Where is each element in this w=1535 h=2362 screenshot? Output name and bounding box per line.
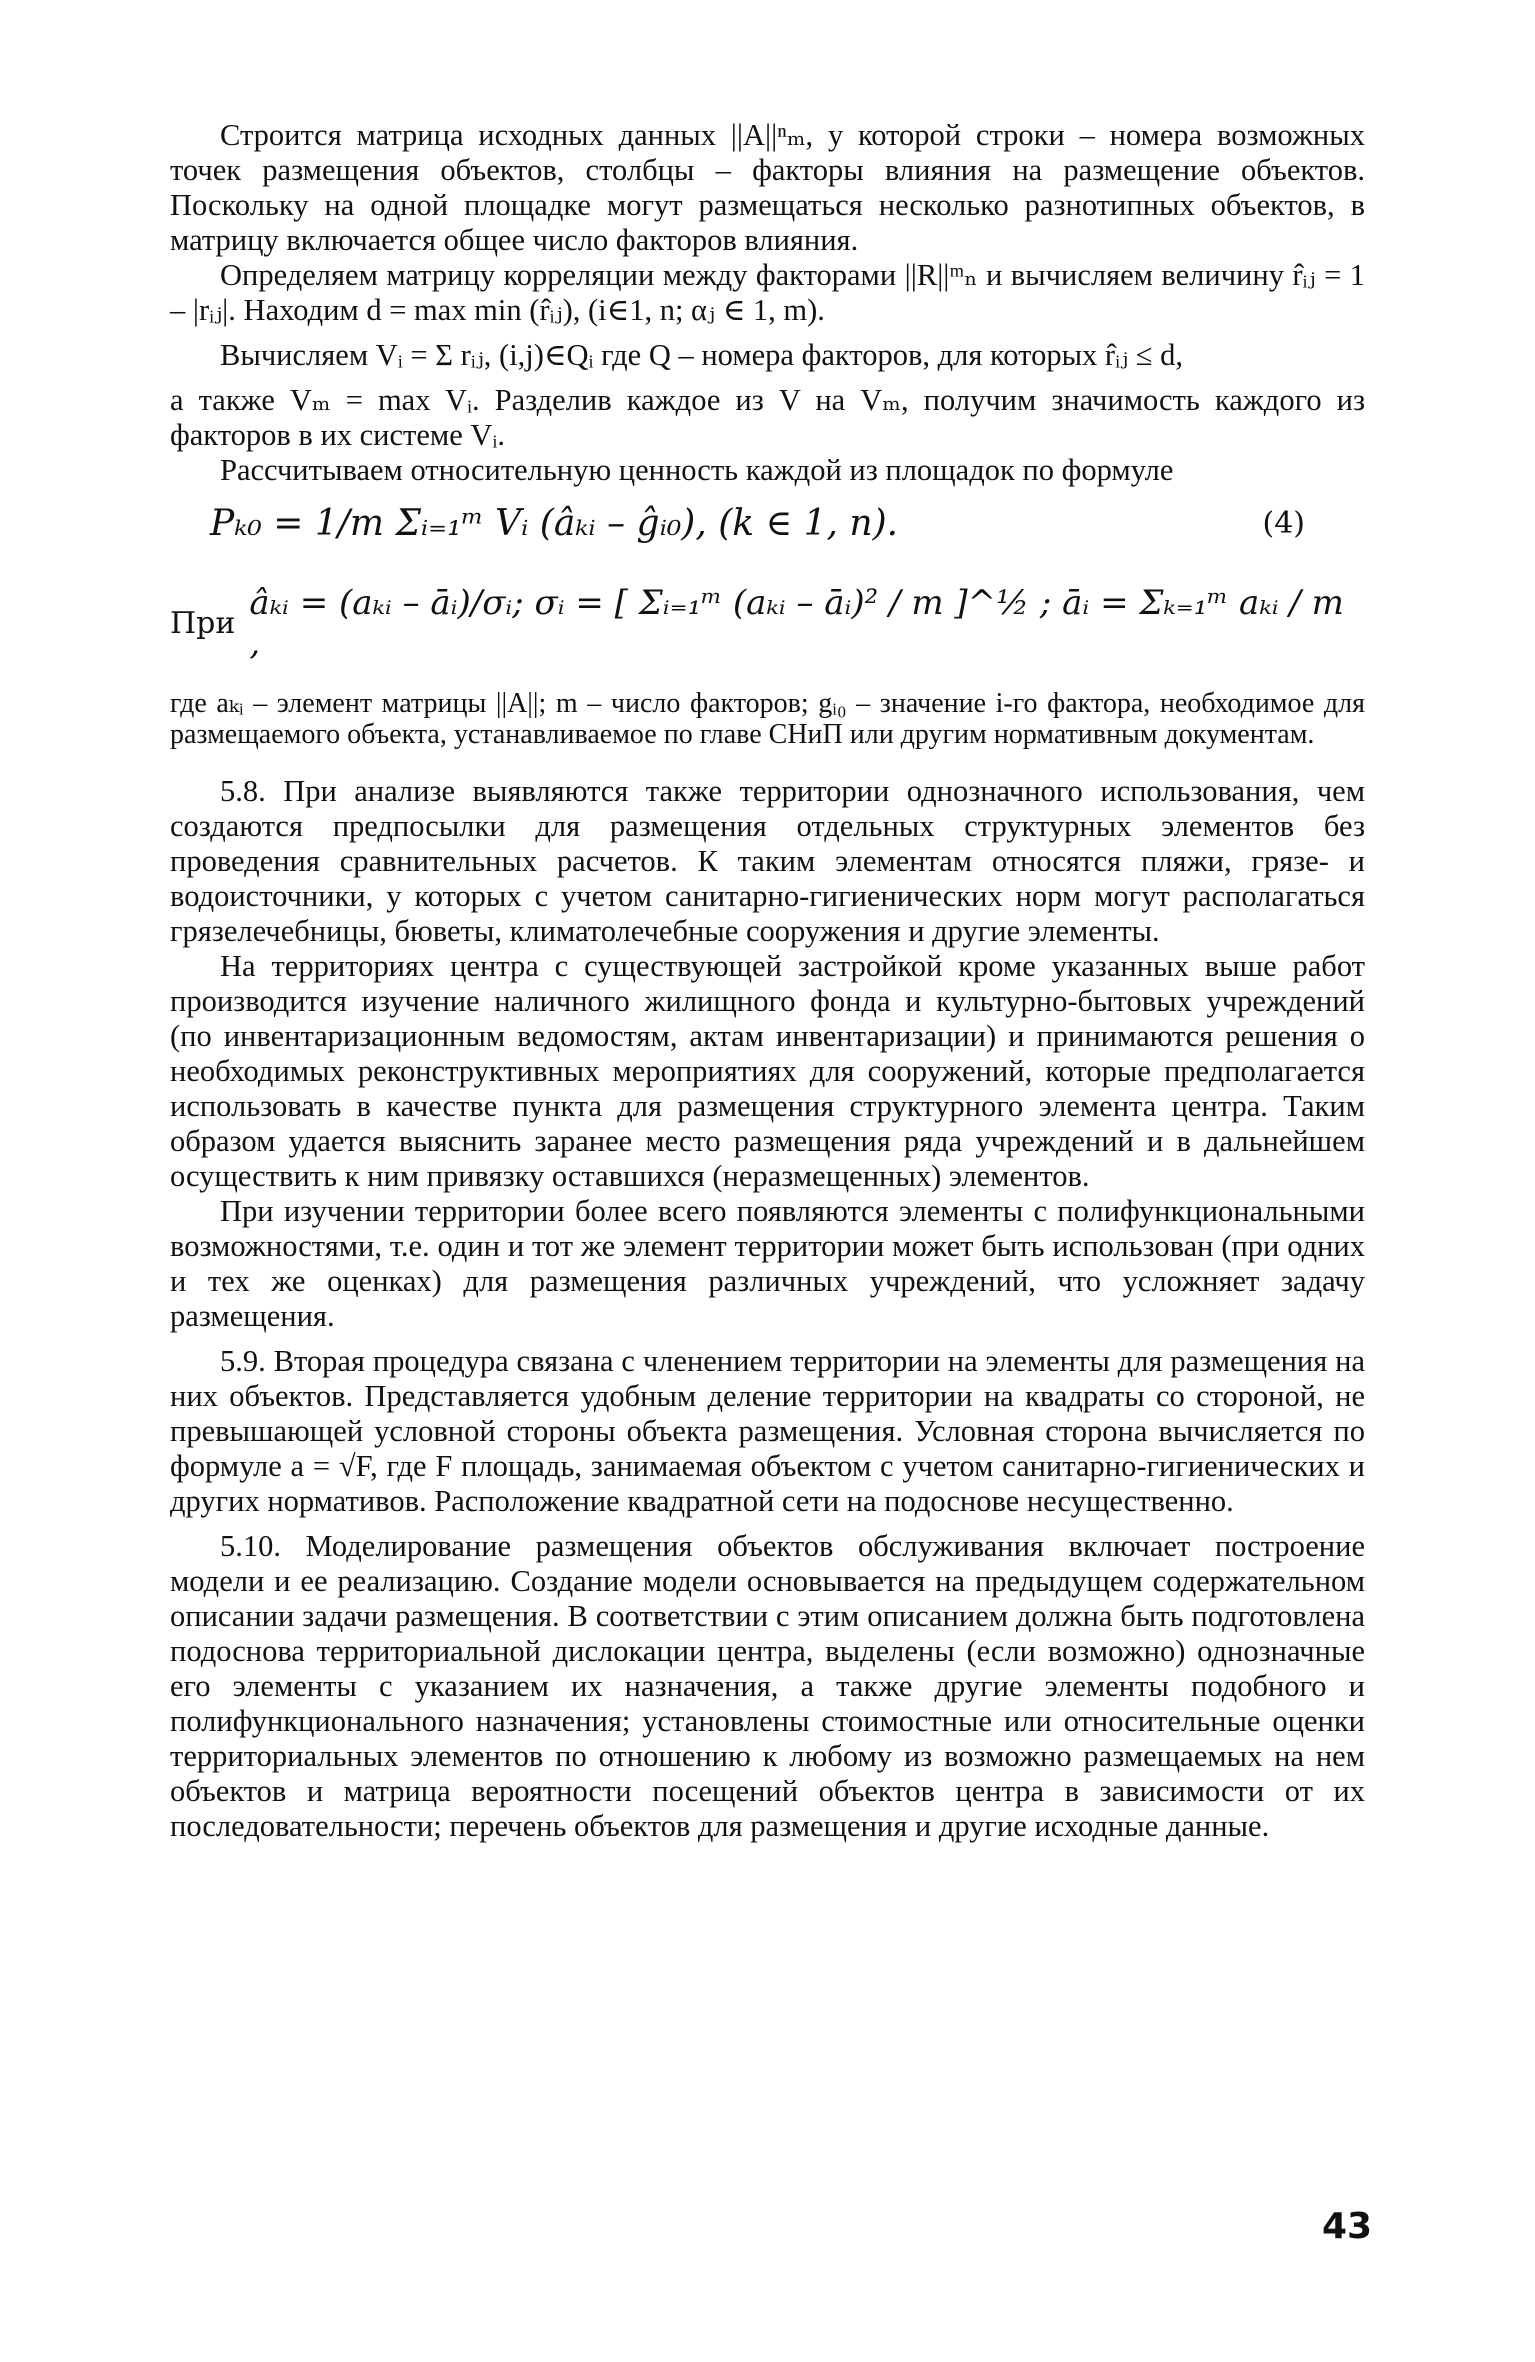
formula-normalization xyxy=(170,558,1365,688)
formula-4-number: (4) xyxy=(1262,505,1305,541)
paragraph-compute-v: Вычисляем Vᵢ = Σ rᵢⱼ, (i,j)∈Qᵢ где Q – номера факторов, для которых r̂ᵢⱼ ≤ d, xyxy=(220,338,1183,372)
paragraph-5-9: 5.9. Вторая процедура связана с членением территории на элементы для размещения на них объектов. Представляется удобным деление территории на квадраты со стороной, не превышающей условной стороны объекта размещения. Условная сторона вычисляется по формуле a = √F, где F площадь, занимаемая объектом с учетом санитарно-гигиенических и других нормативов. Расположение квадратной сети на подоснове несущественно. xyxy=(170,1344,1365,1518)
paragraph-existing-buildings: На территориях центра с существующей застройкой кроме указанных выше работ производится изучение наличного жилищного фонда и культурно-бытовых учреждений (по инвентаризационным ведомостям, актам инвентаризации) и принимаются решения о необходимых реконструктивных мероприятиях для сооружений, которые предполагается использовать в качестве пункта для размещения структурного элемента центра. Таким образом удается выяснить заранее место размещения ряда учреждений и в дальнейшем осуществить к ним привязку оставшихся (неразмещенных) элементов. xyxy=(170,949,1365,1193)
paragraph-5-8: 5.8. При анализе выявляются также территории однозначного использования, чем создаются предпосылки для размещения отдельных структурных элементов без проведения сравнительных расчетов. К таким элементам относятся пляжи, грязе- и водоисточники, у которых с учетом санитарно-гигиенических норм могут располагаться грязелечебницы, бюветы, климатолечебные сооружения и другие элементы. xyxy=(170,774,1365,948)
formula-normalization-label: При xyxy=(170,605,236,641)
paragraph-matrix-source: Строится матрица исходных данных ||A||ⁿₘ, у которой строки – номера возможных точек размещения объектов, столбцы – факторы влияния на размещение объектов. Поскольку на одной площадке могут размещаться несколько разнотипных объектов, в матрицу включается общее число факторов влияния. xyxy=(170,118,1365,257)
page-body xyxy=(170,118,1365,1844)
paragraph-value-formula-intro: Рассчитываем относительную ценность каждой из площадок по формуле xyxy=(220,453,1174,487)
formula-normalization-expression: âₖᵢ = (aₖᵢ – āᵢ)/σᵢ; σᵢ = [ Σᵢ₌₁ᵐ (aₖᵢ – āᵢ)² / m ]^½ ; āᵢ = Σₖ₌₁ᵐ aₖᵢ / m , xyxy=(249,583,1344,663)
paragraph-legend: где aₖᵢ – элемент матрицы ||A||; m – число факторов; gᵢ₀ – значение i-го фактора, необходимое для размещаемого объекта, устанавливаемое по главе СНиП или другим нормативным документам. xyxy=(170,688,1365,750)
page-number: 43 xyxy=(1322,2206,1373,2247)
paragraph-correlation: Определяем матрицу корреляции между факторами ||R||ᵐₙ и вычисляем величину r̂ᵢⱼ = 1 – |rᵢⱼ|. Находим d = max min (r̂ᵢⱼ), (i∈1, n; αⱼ ∈ 1, m). xyxy=(170,258,1365,327)
formula-4-expression: Pₖ₀ = 1/m Σᵢ₌₁ᵐ Vᵢ (âₖᵢ – ĝᵢ₀), (k ∈ 1, n). xyxy=(210,502,899,544)
paragraph-polyfunctional: При изучении территории более всего появляются элементы с полифункциональными возможностями, т.е. один и тот же элемент территории может быть использован (при одних и тех же оценках) для размещения различных учреждений, что усложняет задачу размещения. xyxy=(170,1194,1365,1333)
paragraph-significance: а также Vₘ = max Vᵢ. Разделив каждое из V на Vₘ, получим значимость каждого из факторов в их системе Vᵢ. xyxy=(170,383,1365,452)
paragraph-5-10: 5.10. Моделирование размещения объектов обслуживания включает построение модели и ее реализацию. Создание модели основывается на предыдущем содержательном описании задачи размещения. В соответствии с этим описанием должна быть подготовлена подоснова территориальной дислокации центра, выделены (если возможно) однозначные его элементы с указанием их назначения, а также другие элементы подобного и полифункционального назначения; установлены стоимостные или относительные оценки территориальных элементов по отношению к любому из возможно размещаемых на нем объектов и матрица вероятности посещений объектов центра в зависимости от их последовательности; перечень объектов для размещения и другие исходные данные. xyxy=(170,1529,1365,1843)
formula-4 xyxy=(170,488,1365,558)
